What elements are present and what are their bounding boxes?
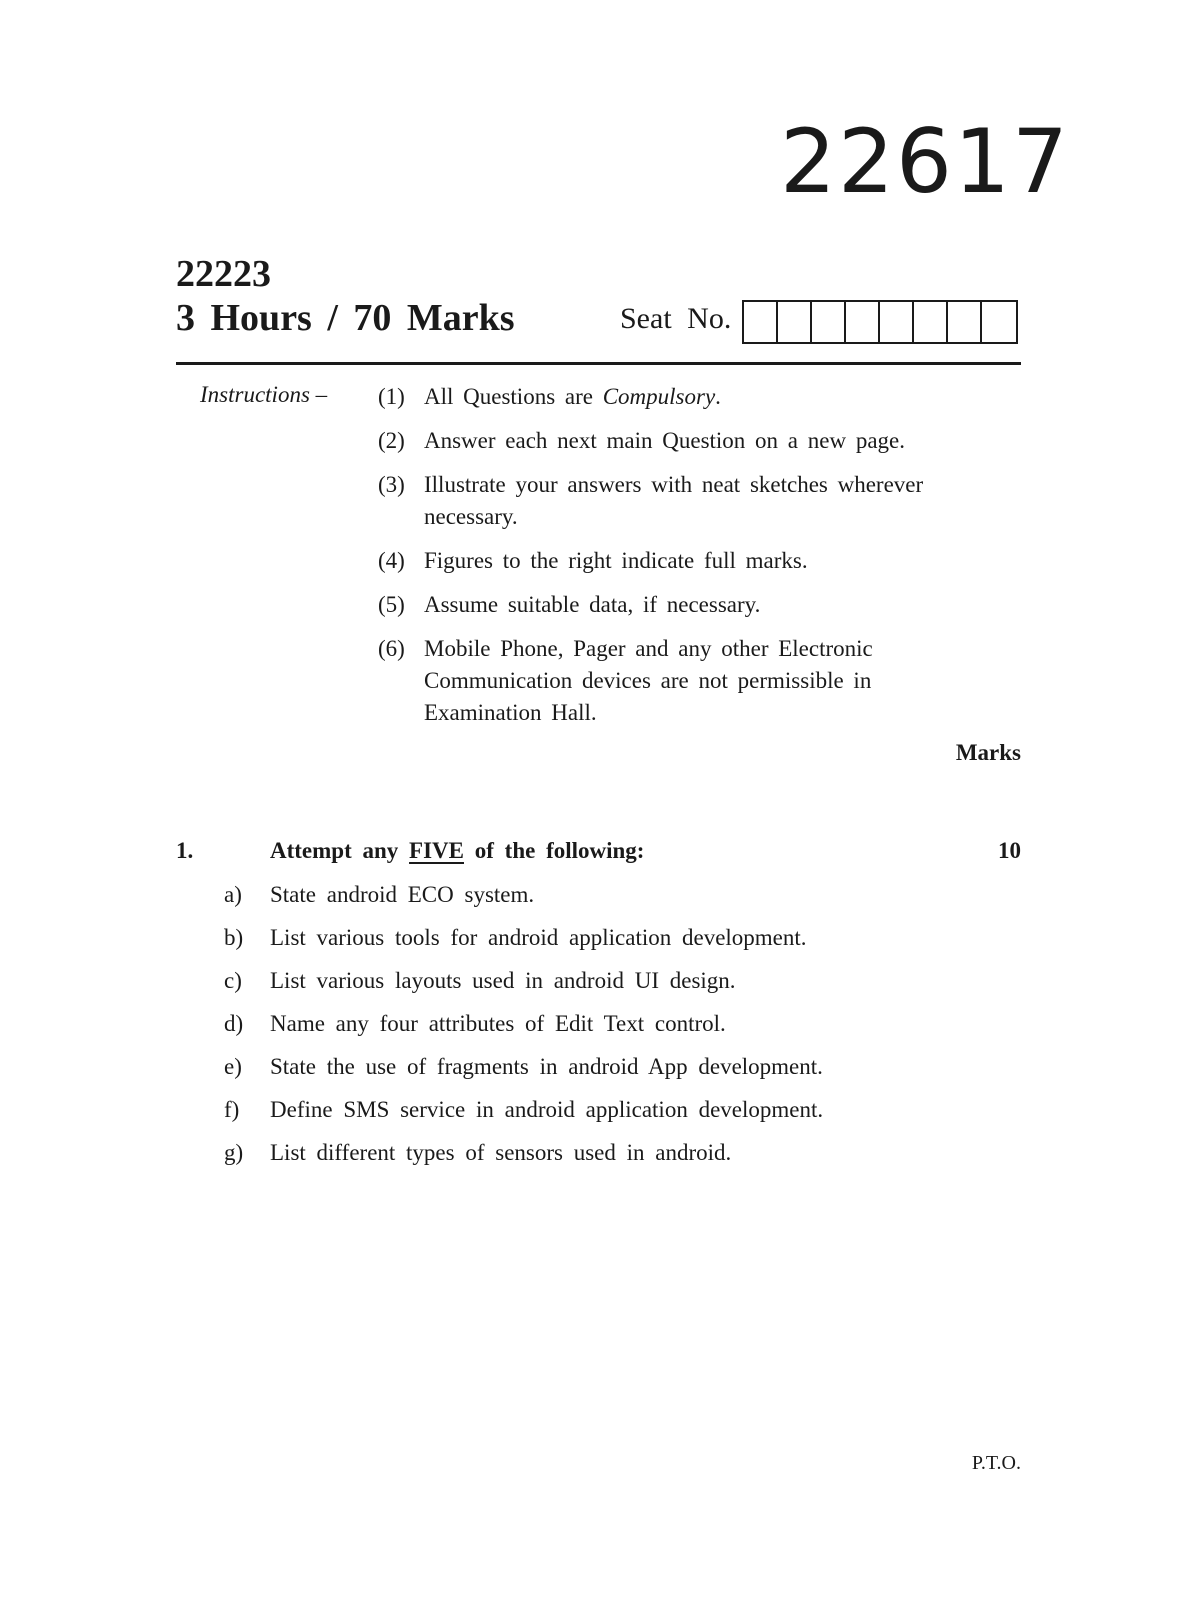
page-turn-note: P.T.O.	[971, 1452, 1021, 1474]
instructions-label: Instructions –	[200, 382, 328, 407]
question-number: 1.	[176, 838, 194, 863]
instruction-item	[378, 589, 998, 621]
subquestion-item	[224, 1009, 1004, 1039]
header-divider	[176, 362, 1021, 365]
subquestion-text: List various tools for android application development.	[270, 925, 807, 950]
seat-number-box[interactable]	[744, 302, 778, 342]
subquestion-text: List different types of sensors used in android.	[270, 1140, 732, 1165]
paper-code: 22617	[780, 110, 1070, 213]
subquestion-text: List various layouts used in android UI design.	[270, 968, 736, 993]
seat-number-box[interactable]	[982, 302, 1016, 342]
subquestion-text: State the use of fragments in android App development.	[270, 1054, 823, 1079]
subquestion-item	[224, 966, 1004, 996]
subquestion-text: State android ECO system.	[270, 882, 535, 907]
subquestion-letter: b)	[224, 925, 244, 950]
seat-number-box[interactable]	[778, 302, 812, 342]
instruction-number: (6)	[378, 636, 405, 661]
subject-code: 22223	[176, 253, 271, 295]
instruction-item	[378, 545, 998, 577]
subquestion-letter: d)	[224, 1011, 244, 1036]
question-title: Attempt any FIVE of the following:	[270, 838, 645, 863]
seat-number-label: Seat No.	[620, 302, 732, 335]
marks-column-heading: Marks	[955, 740, 1021, 765]
instruction-text: All Questions are Compulsory.	[424, 384, 721, 409]
subquestion-list	[224, 880, 1004, 1181]
seat-number-boxes[interactable]	[742, 300, 1018, 344]
instruction-item	[378, 633, 998, 729]
instruction-number: (2)	[378, 428, 405, 453]
instruction-item	[378, 469, 998, 533]
subquestion-letter: g)	[224, 1140, 244, 1165]
question-marks: 10	[998, 838, 1021, 863]
instruction-number: (5)	[378, 592, 405, 617]
instruction-text: Figures to the right indicate full marks.	[424, 548, 808, 573]
seat-number-box[interactable]	[880, 302, 914, 342]
subquestion-letter: c)	[224, 968, 242, 993]
instruction-number: (1)	[378, 384, 405, 409]
instruction-number: (3)	[378, 472, 405, 497]
subquestion-item	[224, 923, 1004, 953]
subquestion-text: Define SMS service in android application development.	[270, 1097, 824, 1122]
instruction-text: Illustrate your answers with neat sketches wherever necessary.	[424, 472, 924, 529]
instruction-text: Answer each next main Question on a new page.	[424, 428, 905, 453]
instruction-item	[378, 425, 998, 457]
duration-marks: 3 Hours / 70 Marks	[176, 297, 515, 339]
seat-number-box[interactable]	[812, 302, 846, 342]
instruction-text: Assume suitable data, if necessary.	[424, 592, 761, 617]
subquestion-text: Name any four attributes of Edit Text control.	[270, 1011, 726, 1036]
instruction-number: (4)	[378, 548, 405, 573]
seat-number-box[interactable]	[846, 302, 880, 342]
instructions-list	[378, 381, 998, 741]
instruction-text: Mobile Phone, Pager and any other Electronic Communication devices are not permissible in Examination Hall.	[424, 636, 873, 725]
subquestion-item	[224, 880, 1004, 910]
seat-number-box[interactable]	[914, 302, 948, 342]
subquestion-item	[224, 1052, 1004, 1082]
seat-number-box[interactable]	[948, 302, 982, 342]
subquestion-letter: e)	[224, 1054, 242, 1079]
subquestion-letter: f)	[224, 1097, 240, 1122]
subquestion-item	[224, 1138, 1004, 1168]
subquestion-item	[224, 1095, 1004, 1125]
subquestion-letter: a)	[224, 882, 242, 907]
instruction-item	[378, 381, 998, 413]
